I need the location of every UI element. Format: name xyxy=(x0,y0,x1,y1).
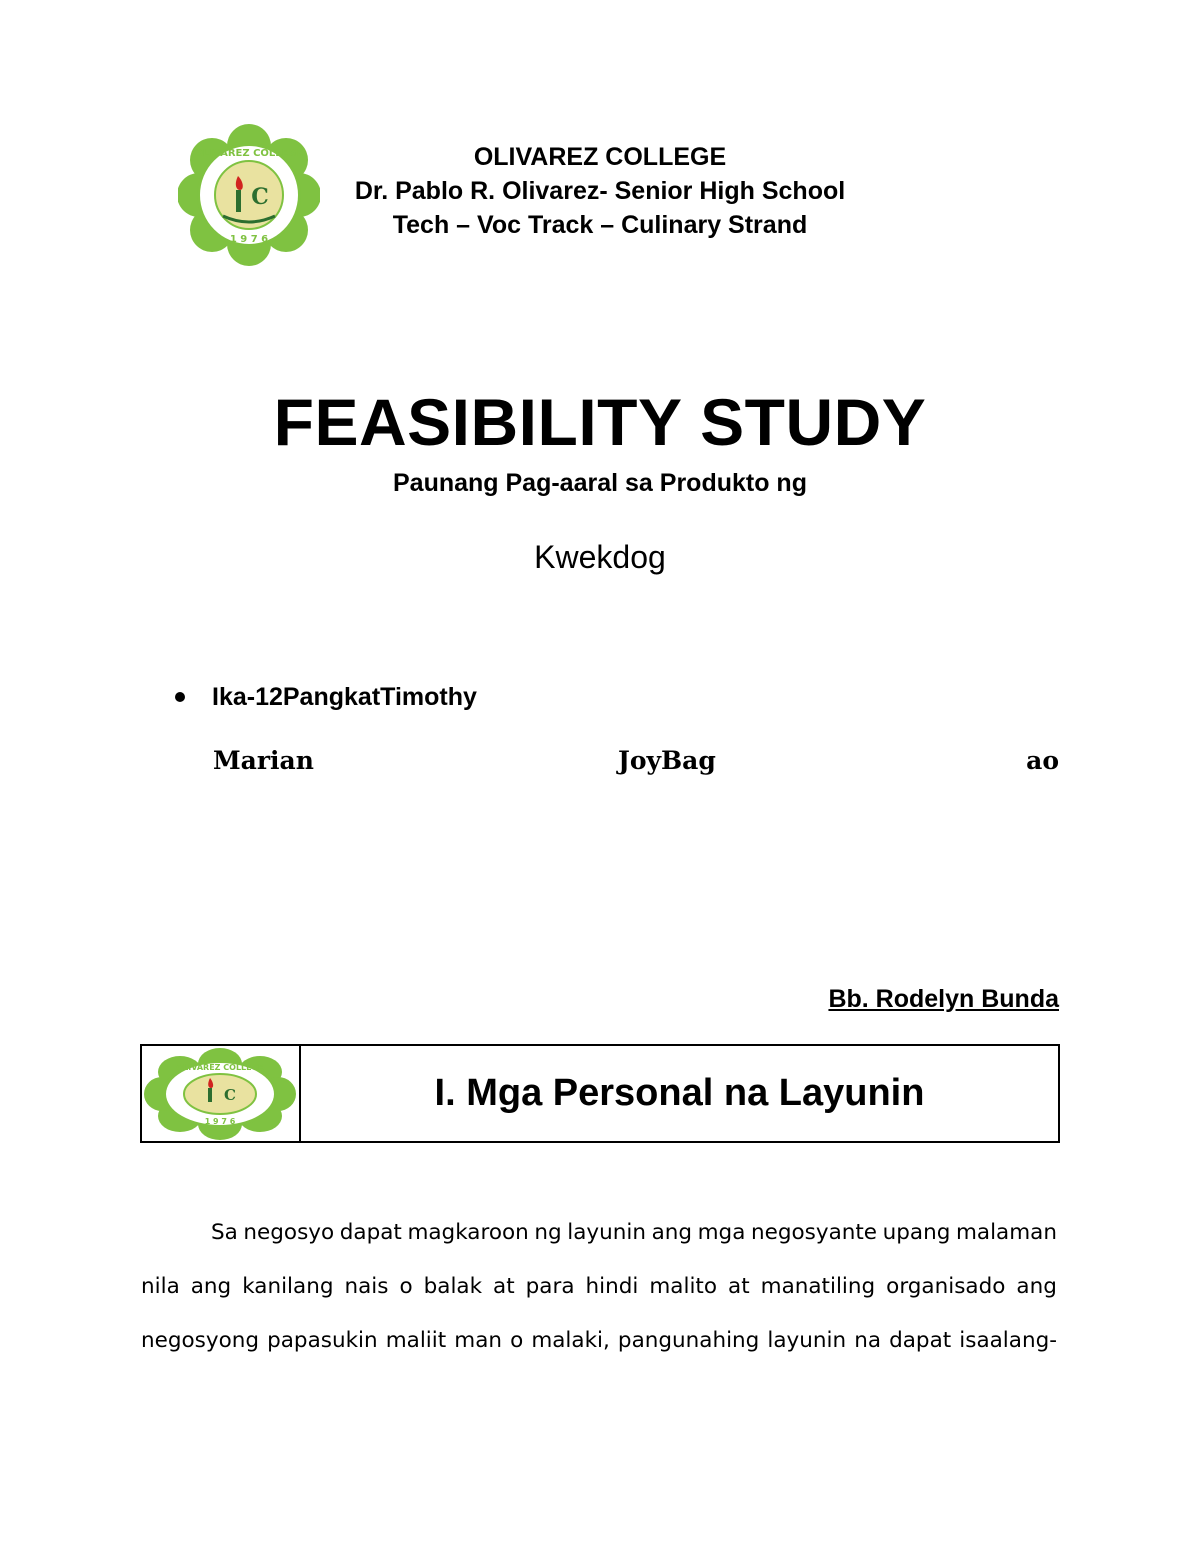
document-subtitle: Paunang Pag-aaral sa Produkto ng xyxy=(393,469,807,497)
college-seal-icon xyxy=(178,124,320,266)
group-members xyxy=(213,742,1059,782)
body-paragraph xyxy=(141,1206,1057,1368)
school-track: Tech – Voc Track – Culinary Strand xyxy=(392,211,808,239)
college-seal-icon xyxy=(144,1048,296,1140)
school-subtitle: Dr. Pablo R. Olivarez- Senior High School xyxy=(354,177,846,205)
section-header-table xyxy=(140,1044,1060,1143)
product-name: Kwekdog xyxy=(534,539,666,575)
seal-ring-text: OLIVAREZ COLLEGE xyxy=(176,1063,264,1072)
paragraph-line: Sa negosyo dapat magkaroon ng layunin ang mga negosyante upang malaman xyxy=(211,1220,1057,1245)
seal-ring-text: OLIVAREZ COLLEGE xyxy=(194,148,304,159)
seal-year-text: 1 9 7 6 xyxy=(204,1117,236,1126)
document-title: FEASIBILITY STUDY xyxy=(273,385,927,459)
teacher-name: Bb. Rodelyn Bunda xyxy=(828,985,1059,1013)
college-seal-logo xyxy=(178,124,320,266)
bullet-icon xyxy=(175,692,185,702)
group-label: Ika-12PangkatTimothy xyxy=(212,683,477,711)
paragraph-line: negosyong papasukin maliit man o malaki, pangunahing layunin na dapat isaalang- xyxy=(141,1328,1057,1353)
member-name: ao xyxy=(1026,746,1059,775)
svg-text:C: C xyxy=(224,1086,236,1104)
seal-year-text: 1 9 7 6 xyxy=(229,234,269,245)
svg-text:C: C xyxy=(251,184,269,210)
member-name: JoyBag xyxy=(618,746,716,775)
school-name: OLIVAREZ COLLEGE xyxy=(473,143,727,171)
school-header xyxy=(300,140,900,242)
section-logo-cell xyxy=(142,1046,301,1141)
paragraph-line: nila ang kanilang nais o balak at para hindi malito at manatiling organisado ang xyxy=(141,1274,1057,1299)
section-title: I. Mga Personal na Layunin xyxy=(434,1072,925,1114)
member-name: Marian xyxy=(213,746,314,775)
